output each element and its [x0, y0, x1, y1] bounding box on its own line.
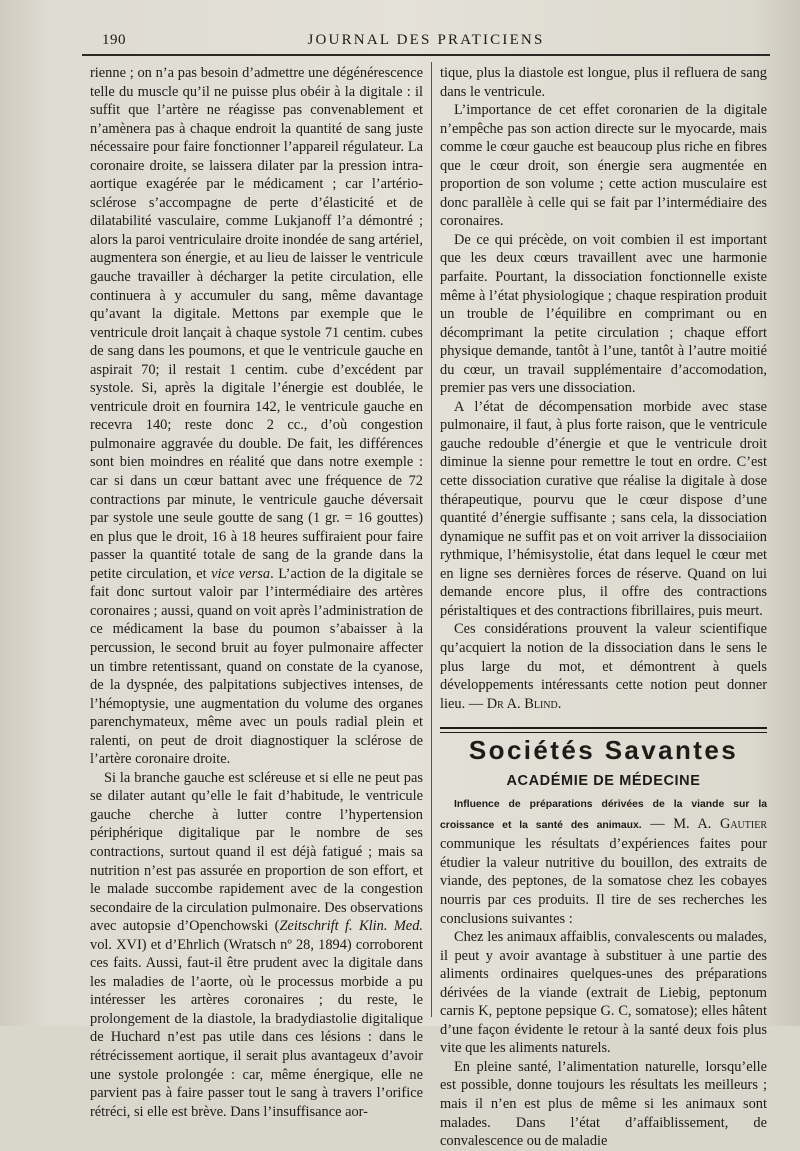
right-column [440, 64, 767, 1151]
left-paragraph-2 [90, 769, 423, 1121]
right-paragraph-5 [440, 620, 767, 713]
column-divider [431, 62, 432, 1017]
page-header [82, 32, 770, 54]
left-paragraph-2-start: Si la branche gauche est scléreuse et si elle ne peut pas se dilater autant qu’elle le fait d’habitude, le ventricule gauche cherche à lutter contre l’hypertension périphérique digitalique par le nombre de ses contractions, surtout quand il est déjà fatigué ; mais sa nutrition n’est pas assurée en proportion de son effort, et le malade succombe rapidement avec de la congestion secondaire de la circulation pulmonaire. Des observations avec autopsie d’Openchowski ( [90, 769, 423, 935]
right-paragraph-2: L’importance de cet effet coronarien de la digitale n’empêche pas son action directe sur le myocarde, mais comme le cœur gauche est beaucoup plus riche en fibres que le cœur droit, son énergie sera augmentée en proportion de son volume ; cette action musculaire est donc parallèle à celle qui se fait par l’intermédiaire des coronaires. [440, 102, 767, 230]
article-paragraph-2: Chez les animaux affaiblis, convalescents ou malades, il peut y avoir avantage à substituer à une partie des aliments ordinaires quelques-unes des préparations dérivées de la viande (extrait de Liebig, peptonum carnis K, peptone pepsique G. C, somatose); elles hâtent d’une façon évidente le retour à la santé deux fois plus vite que les aliments naturels. [440, 929, 767, 1057]
page-number: 190 [102, 32, 126, 48]
article-paragraph-3: En pleine santé, l’alimentation naturelle, lorsqu’elle est possible, donne toujours les résultats les meilleurs ; mais il n’en est plus de même si les animaux sont malades. Dans l’état d’affaiblissement, de convalescence ou de maladie [440, 1058, 767, 1150]
article-heading: Influence de préparations dérivées de la viande sur la croissance et la santé des animaux. [440, 799, 767, 831]
left-paragraph-2-italic: Zeitschrift f. Klin. Med. [279, 918, 423, 935]
section-rule [440, 727, 767, 733]
article-dash: — M. A. [641, 815, 720, 832]
right-paragraph-3: De ce qui précède, on voit combien il est important que les deux cœurs travaillent avec une harmonie parfaite. Pourtant, la dissociation fonctionnelle existe même à l’état physiologique ; chaque respiration produit un trouble de l’équilibre en comprimant ou en décomprimant la petite circulation ; chaque effort physique demande, tantôt à l’une, tantôt à l’autre moitié du cœur, un travail supplémentaire d’accomodation, premier pas vers une dissociation. [440, 231, 767, 397]
right-paragraph-1: tique, plus la diastole est longue, plus il refluera de sang dans le ventricule. [440, 65, 767, 100]
left-column [90, 64, 423, 1121]
academy-title: ACADÉMIE DE MÉDECINE [506, 772, 701, 789]
article-paragraph-1 [440, 794, 767, 928]
left-paragraph-1-end: . L’action de la digitale se fait donc surtout valoir par l’intermédiaire des artères coronaires ; aussi, quand on voit après l’administration de ce médicament la base du poumon s’abaisser à la percussion, le second bruit au foyer pulmonaire affecter un timbre retentissant, quand on constate de la cyanose, de la dyspnée, des palpitations subjectives intenses, de l’hémoptysie, une augmentation du volume des organes parenchymateux, même avec un pouls radial plein et ralenti, on peut de droit diagnostiquer la sclérose de l’artère coronaire droite. [90, 565, 423, 768]
author-signature: Dr A. Blind. [486, 695, 562, 712]
header-rule [82, 54, 770, 56]
left-paragraph-1-text: rienne ; on n’a pas besoin d’admettre une dégénérescence telle du muscle qu’il ne puisse plus obéir à la digitale : il suffit que l’artère ne réagisse pas convenablement et n’amènera pas à chaque endroit la quantité de sang juste nécessaire pour faire fonctionner l’appareil régulateur. La coronaire droite, se laissera dilater par la pression intra-aortique exagérée par le médicament ; car l’artério-sclérose s’accompagne de perte d’élasticité et de dilatabilité vasculaire, comme Lukjanoff l’a démontré ; alors la paroi ventriculaire droite inondée de sang artériel, augmentera son énergie, et au lieu de laisser le ventricule gauche travailler à décharger la petite circulation, elle continuera à y accumuler du sang, même davantage qu’avant la digitale. Mettons par exemple que le ventricule droit lançait à chaque systole 71 centim. cubes de sang dans les poumons, et que le ventricule gauche en aspirait 70; il restait 1 centim. cube d’excédent par systole. Si, après la digitale l’énergie est doublée, le ventricule droit en fournira 142, le ventricule gauche en recevra 140; reste donc 2 cc., d’où congestion pulmonaire aggravée du double. De fait, les différences sont bien moindres en réalité que dans notre exemple : car si dans un cœur battant avec une fréquence de 72 contractions par minute, le ventricule gauche déversait par systole une seule goutte de sang (1 gr. = 16 gouttes) en plus que le droit, 16 à 18 heures suffiraient pour faire passer la quantité totale de sang de la grande dans la petite circulation, et [90, 65, 423, 582]
article-intro: communique les résultats d’expériences faites pour étudier la valeur nutritive du bouillon, des extraits de viande, des peptones, de la somatose chez les cobayes nourris par ces produits. Il tire de ses recherches les conclusions suivantes : [440, 836, 767, 927]
left-paragraph-2-end: vol. XVI) et d’Ehrlich (Wratsch nº 28, 1894) corroborent ces faits. Aussi, faut-il être prudent avec la digitale dans les maladies de l’aorte, où le processus morbide a pu intéresser les artères coronaires ; du reste, le prolongement de la diastole, la bradydiastolie digitalique de Huchard n’est pas utile dans ces lésions : dans le rétrécissement aortique, il serait plus avantageux d’avoir une systole prolongée : car, même énergique, elle ne parvient pas à faire passer tout le sang à travers l’orifice rétréci, si elle est brève. Dans l’insuffisance aor- [90, 936, 423, 1120]
article-author: Gautier [719, 815, 767, 832]
left-paragraph-1-italic: vice versa [211, 565, 271, 582]
right-paragraph-5-text: Ces considérations prouvent la valeur scientifique qu’acquiert la notion de la dissociation dans le sens le plus large du mot, et démontrent à quels développements intéressants cette notion peut donner lieu. — [440, 621, 767, 712]
right-paragraph-4: A l’état de décompensation morbide avec stase pulmonaire, il faut, à plus forte raison, que le ventricule gauche redouble d’énergie et que le ventricule droit diminue la sienne pour remettre le tout en ordre. C’est cette dissociation curative que réalise la digitale à dose thérapeutique, pourvu que le cœur dispose d’une quantité d’énergie suffisante ; sans cela, la dissociation dynamique ne suffit pas et on voit arriver la dissociaiion rythmique, l’hémisystolie, état dans lequel le cœur met en ligne ses dernières forces de réserve. Quand on lui demande encore plus, il offre des contractions péristaltiques et des contractions fibrillaires, puis meurt. [440, 398, 767, 619]
journal-title: JOURNAL DES PRATICIENS [307, 32, 545, 48]
left-paragraph-1 [90, 64, 423, 769]
section-title: Sociétés Savantes [468, 735, 739, 766]
